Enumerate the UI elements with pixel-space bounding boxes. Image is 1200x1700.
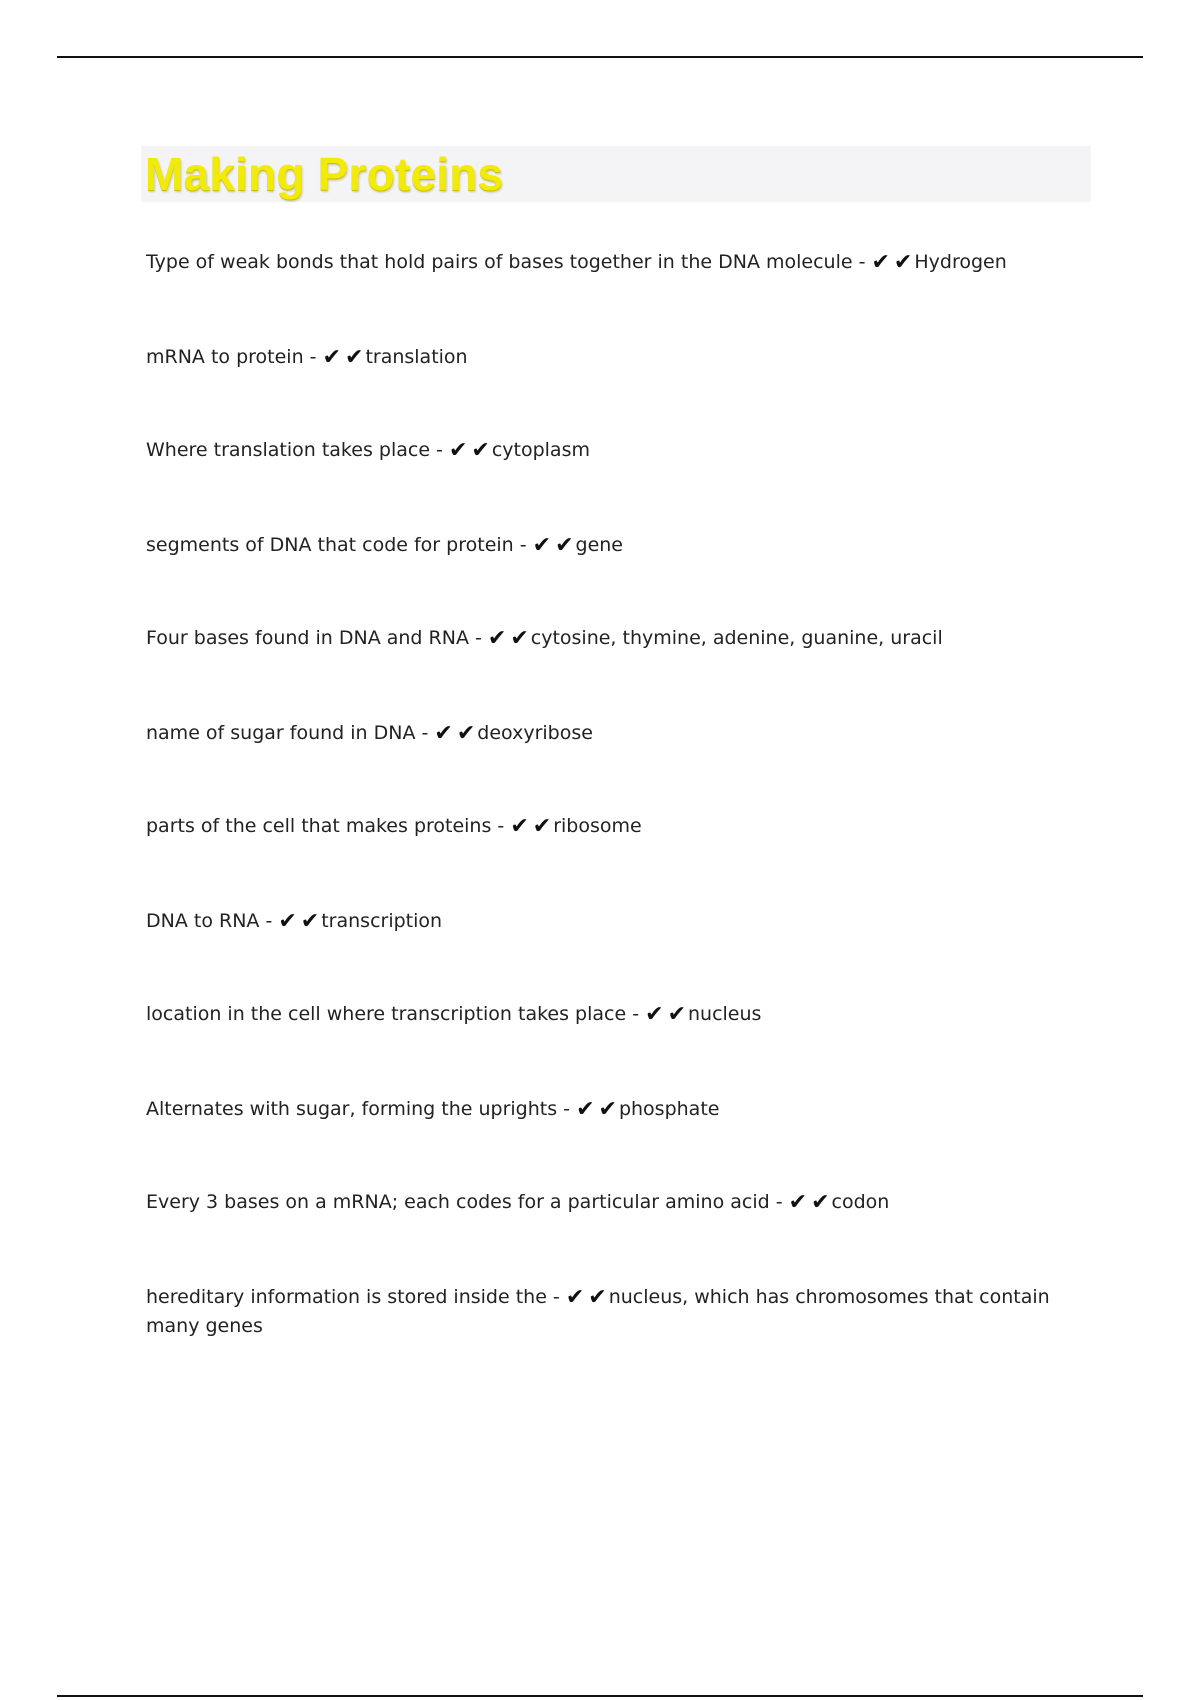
qa-separator: - — [513, 534, 533, 556]
qa-separator: - — [626, 1003, 646, 1025]
check-icon: ✔ — [893, 250, 913, 275]
check-icon: ✔ — [811, 1190, 830, 1215]
qa-separator: - — [259, 910, 279, 932]
qa-separator: - — [769, 1191, 789, 1213]
qa-item — [146, 1188, 1086, 1217]
check-icon: ✔ — [456, 721, 476, 746]
check-icon: ✔ — [667, 1002, 686, 1027]
qa-question: DNA to RNA — [146, 910, 260, 932]
page-title: Making Proteins — [145, 148, 504, 200]
qa-separator: - — [852, 251, 872, 273]
top-rule — [57, 56, 1143, 58]
qa-question: hereditary information is stored inside the — [146, 1286, 547, 1308]
qa-item — [146, 1283, 1086, 1341]
qa-question: Every 3 bases on a mRNA; each codes for a particular amino acid — [146, 1191, 770, 1213]
qa-question: parts of the cell that makes proteins — [146, 815, 492, 837]
check-icon: ✔ — [278, 909, 297, 934]
qa-question: segments of DNA that code for protein — [146, 534, 514, 556]
title-banner — [141, 146, 1091, 202]
qa-answer: gene — [575, 534, 623, 556]
qa-answer: cytosine, thymine, adenine, guanine, uracil — [530, 627, 943, 649]
check-icon: ✔ — [871, 250, 890, 275]
check-icon: ✔ — [300, 909, 320, 934]
qa-separator: - — [303, 346, 323, 368]
qa-answer: translation — [365, 346, 468, 368]
qa-answer: deoxyribose — [477, 722, 593, 744]
qa-item — [146, 624, 1086, 653]
check-icon: ✔ — [510, 814, 529, 839]
qa-item — [146, 531, 1086, 560]
qa-question: Type of weak bonds that hold pairs of bases together in the DNA molecule — [146, 251, 853, 273]
qa-separator: - — [430, 439, 449, 461]
bottom-rule — [57, 1695, 1143, 1697]
qa-separator: - — [491, 815, 511, 837]
qa-separator: - — [557, 1098, 577, 1120]
qa-answer: codon — [831, 1191, 890, 1213]
qa-answer: ribosome — [553, 815, 642, 837]
qa-question: Where translation takes place — [146, 439, 431, 461]
qa-question: location in the cell where transcription takes place — [146, 1003, 627, 1025]
check-icon: ✔ — [532, 533, 552, 558]
qa-item — [146, 1000, 1086, 1029]
qa-item — [146, 1095, 1086, 1124]
qa-item — [146, 248, 1086, 277]
qa-question: Four bases found in DNA and RNA — [146, 627, 469, 649]
check-icon: ✔ — [434, 721, 453, 746]
check-icon: ✔ — [345, 345, 364, 370]
qa-separator: - — [546, 1286, 566, 1308]
check-icon: ✔ — [471, 438, 490, 463]
check-icon: ✔ — [555, 533, 574, 558]
qa-answer: phosphate — [618, 1098, 720, 1120]
check-icon: ✔ — [788, 1190, 808, 1215]
qa-separator: - — [468, 627, 488, 649]
check-icon: ✔ — [532, 814, 552, 839]
qa-answer: nucleus, which has chromosomes that contain many genes — [146, 1286, 1050, 1337]
qa-item — [146, 719, 1086, 748]
qa-answer: cytoplasm — [491, 439, 590, 461]
qa-item — [146, 907, 1086, 936]
qa-item — [146, 343, 1086, 372]
qa-answer: Hydrogen — [914, 251, 1007, 273]
check-icon: ✔ — [510, 626, 529, 651]
qa-item — [146, 812, 1086, 841]
qa-question: mRNA to protein — [146, 346, 304, 368]
qa-separator: - — [415, 722, 435, 744]
check-icon: ✔ — [588, 1285, 607, 1310]
qa-question: Alternates with sugar, forming the uprights — [146, 1098, 558, 1120]
check-icon: ✔ — [576, 1097, 595, 1122]
qa-answer: nucleus — [688, 1003, 762, 1025]
qa-question: name of sugar found in DNA — [146, 722, 416, 744]
check-icon: ✔ — [322, 345, 341, 370]
check-icon: ✔ — [565, 1285, 585, 1310]
qa-item — [146, 436, 1086, 465]
qa-answer: transcription — [321, 910, 443, 932]
check-icon: ✔ — [487, 626, 507, 651]
check-icon: ✔ — [448, 438, 468, 463]
check-icon: ✔ — [645, 1002, 664, 1027]
check-icon: ✔ — [598, 1097, 617, 1122]
